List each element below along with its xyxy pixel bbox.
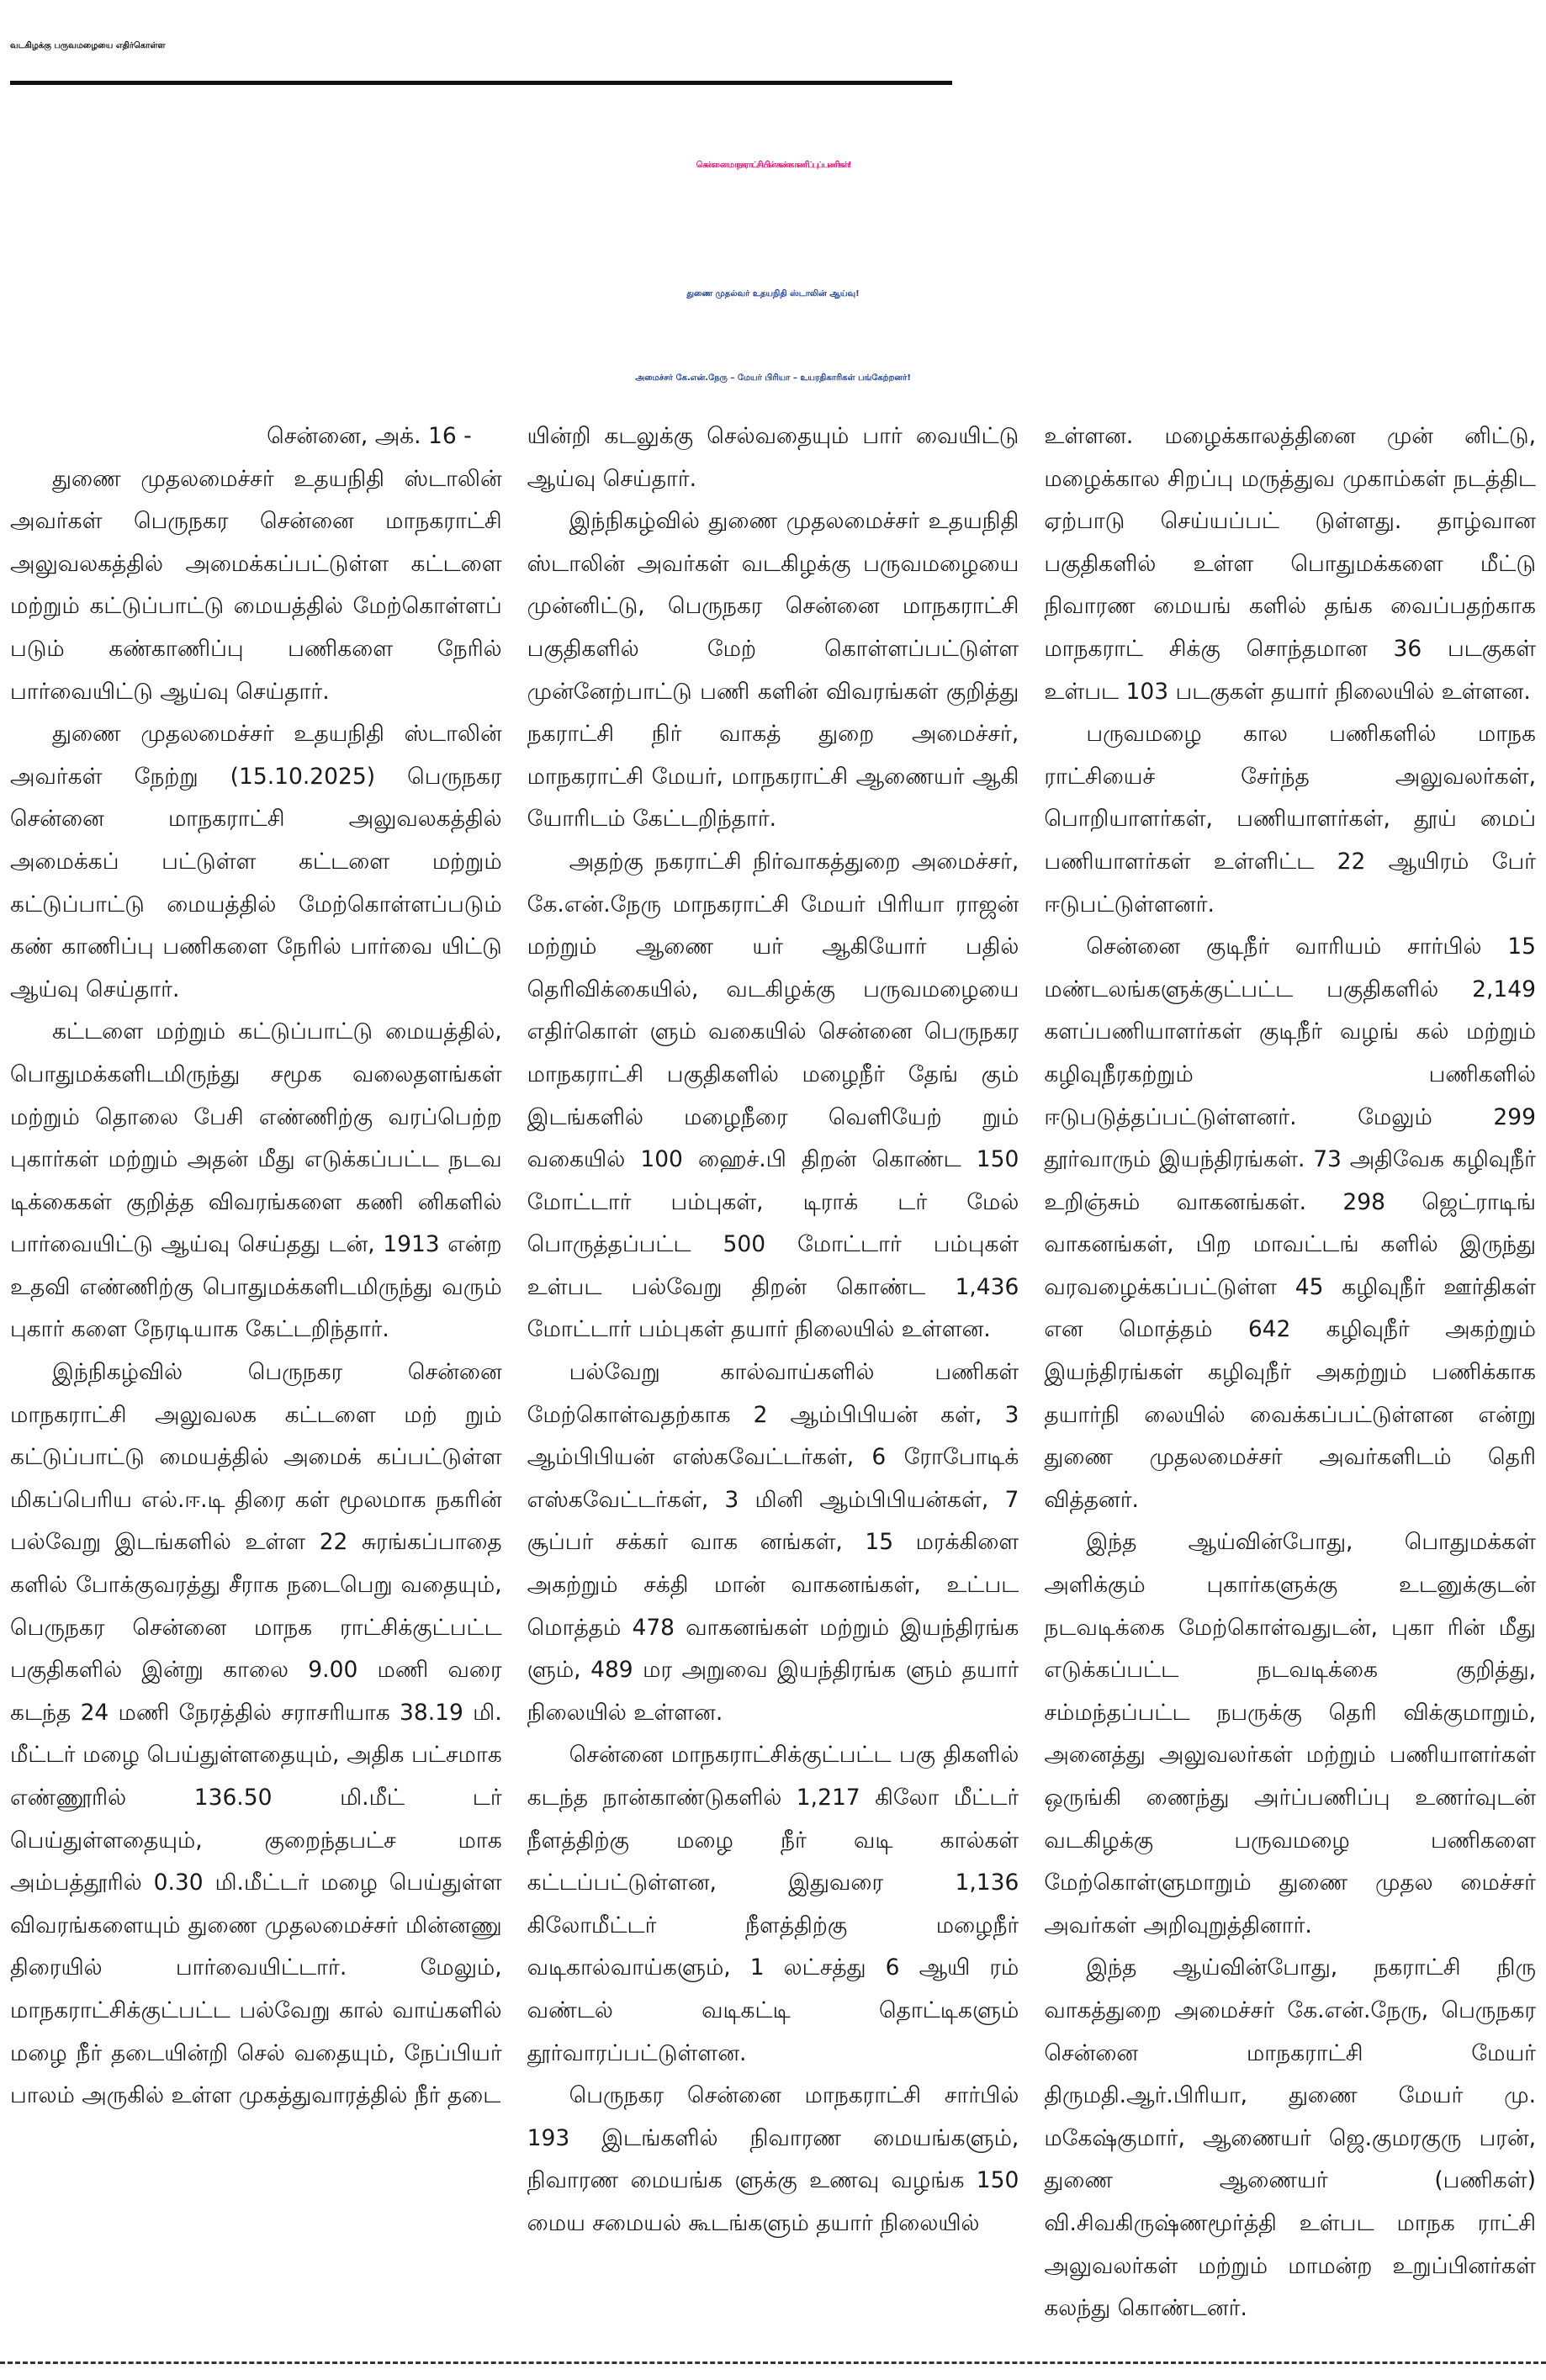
paragraph: இந்த ஆய்வின்போது, நகராட்சி நிரு வாகத்துறை அமைச்சர் கே.என்.நேரு, பெருநகர சென்னை மாநகராட்சி மேயர் திருமதி.ஆர்.பிரியா, துணை மேயர் மு. மகேஷ்குமார், ஆணையர் ஜெ.குமரகுரு பரன், துணை ஆணையர் (பணிகள்) வி.சிவகிருஷ்ணமூர்த்தி உள்பட மாநக ராட்சி அலுவலர்கள் மற்றும் மாமன்ற உறுப்பினர்கள் கலந்து கொண்டனர். [1044,1954,1537,2322]
subheadline-2: அமைச்சர் கே.என்.நேரு – மேயர் பிரியா – உயரதிகாரிகள் பங்கேற்றனர்! [635,373,911,383]
dateline: சென்னை, அக். 16 - [267,423,472,449]
paragraph: சென்னை குடிநீர் வாரியம் சார்பில் 15 மண்டலங்களுக்குட்பட்ட பகுதிகளில் 2,149 களப்பணியாளர்கள் குடிநீர் வழங் கல் மற்றும் கழிவுநீரகற்றும் பணிகளில் ஈடுபடுத்தப்பட்டுள்ளனர். மேலும் 299 தூர்வாரும் இயந்திரங்கள். 73 அதிவேக கழிவுநீர் உறிஞ்சும் வாகனங்கள். 298 ஜெட்ராடிங் வாகனங்கள், பிற மாவட்டங் களில் இருந்து வரவழைக்கப்பட்டுள்ள 45 கழிவுநீர் ஊர்திகள் என மொத்தம் 642 கழிவுநீர் அகற்றும் இயந்திரங்கள் கழிவுநீர் அகற்றும் பணிக்காக தயார்நி லையில் வைக்கப்பட்டுள்ளன என்று துணை முதலமைச்சர் அவர்களிடம் தெரி வித்தனர். [1044,933,1537,1513]
article-column-1 [10,415,502,2346]
paragraph: சென்னை மாநகராட்சிக்குட்பட்ட பகு திகளில் கடந்த நான்காண்டுகளில் 1,217 கிலோ மீட்டர் நீளத்திற்கு மழை நீர் வடி கால்கள் கட்டப்பட்டுள்ளன, இதுவரை 1,136 கிலோமீட்டர் நீளத்திற்கு மழைநீர் வடிகால்வாய்களும், 1 லட்சத்து 6 ஆயி ரம் வண்டல் வடிகட்டி தொட்டிகளும் தூர்வாரப்பட்டுள்ளன. [527,1742,1019,2066]
paragraph: இந்நிகழ்வில் பெருநகர சென்னை மாநகராட்சி அலுவலக கட்டளை மற் றும் கட்டுப்பாட்டு மையத்தில் அமைக் கப்பட்டுள்ள மிகப்பெரிய எல்.ஈ.டி திரை கள் மூலமாக நகரின் பல்வேறு இடங்களில் உள்ள 22 சுரங்கப்பாதை களில் போக்குவரத்து சீராக நடைபெறு வதையும், பெருநகர சென்னை மாநக ராட்சிக்குட்பட்ட பகுதிகளில் இன்று காலை 9.00 மணி வரை கடந்த 24 மணி நேரத்தில் சராசரியாக 38.19 மி. மீட்டர் மழை பெய்துள்ளதையும், அதிக பட்சமாக எண்ணூரில் 136.50 மி.மீட் டர் பெய்துள்ளதையும், குறைந்தபட்ச மாக அம்பத்தூரில் 0.30 மி.மீட்டர் மழை பெய்துள்ள விவரங்களையும் துணை முதலமைச்சர் மின்னணு திரையில் பார்வையிட்டார். மேலும், மாநகராட்சிக்குட்பட்ட பல்வேறு கால் வாய்களில் மழை நீர் தடையின்றி செல் வதையும், நேப்பியர் பாலம் அருகில் உள்ள முகத்துவாரத்தில் நீர் தடை [10,1359,502,2109]
paragraph: கட்டளை மற்றும் கட்டுப்பாட்டு மையத்தில், பொதுமக்களிடமிருந்து சமூக வலைதளங்கள் மற்றும் தொலை பேசி எண்ணிற்கு வரப்பெற்ற புகார்கள் மற்றும் அதன் மீது எடுக்கப்பட்ட நடவ டிக்கைகள் குறித்த விவரங்களை கணி னிகளில் பார்வையிட்டு ஆய்வு செய்தது டன், 1913 என்ற உதவி எண்ணிற்கு பொதுமக்களிடமிருந்து வரும் புகார் களை நேரடியாக கேட்டறிந்தார். [10,1018,502,1343]
paragraph: பருவமழை கால பணிகளில் மாநக ராட்சியைச் சேர்ந்த அலுவலர்கள், பொறியாளர்கள், பணியாளர்கள், தூய் மைப் பணியாளர்கள் உள்ளிட்ட 22 ஆயிரம் பேர் ஈடுபட்டுள்ளனர். [1044,721,1537,918]
article-body [10,415,1536,2346]
headline: சென்னை மாநகராட்சியின் கண்காணிப்புப் பணிகள்! [696,161,850,170]
paragraph: யின்றி கடலுக்கு செல்வதையும் பார் வையிட்டு ஆய்வு செய்தார். [527,423,1019,492]
paragraph: துணை முதலமைச்சர் உதயநிதி ஸ்டாலின் அவர்கள் பெருநகர சென்னை மாநகராட்சி அலுவலகத்தில் அமைக்கப்பட்டுள்ள கட்டளை மற்றும் கட்டுப்பாட்டு மையத்தில் மேற்கொள்ளப் படும் கண்காணிப்பு பணிகளை நேரில் பார்வையிட்டு ஆய்வு செய்தார். [10,465,502,705]
article-column-3 [1044,415,1536,2346]
paragraph: துணை முதலமைச்சர் உதயநிதி ஸ்டாலின் அவர்கள் நேற்று (15.10.2025) பெருநகர சென்னை மாநகராட்சி அலுவலகத்தில் அமைக்கப் பட்டுள்ள கட்டளை மற்றும் கட்டுப்பாட்டு மையத்தில் மேற்கொள்ளப்படும் கண் காணிப்பு பணிகளை நேரில் பார்வை யிட்டு ஆய்வு செய்தார். [10,721,502,1002]
kicker: வடகிழக்கு பருவமழையை எதிர்கொள்ள [10,41,166,50]
paragraph: இந்நிகழ்வில் துணை முதலமைச்சர் உதயநிதி ஸ்டாலின் அவர்கள் வடகிழக்கு பருவமழையை முன்னிட்டு, பெருநகர சென்னை மாநகராட்சி பகுதிகளில் மேற் கொள்ளப்பட்டுள்ள முன்னேற்பாட்டு பணி களின் விவரங்கள் குறித்து நகராட்சி நிர் வாகத் துறை அமைச்சர், மாநகராட்சி மேயர், மாநகராட்சி ஆணையர் ஆகி யோரிடம் கேட்டறிந்தார். [527,508,1019,833]
paragraph: உள்ளன. மழைக்காலத்தினை முன் னிட்டு, மழைக்கால சிறப்பு மருத்துவ முகாம்கள் நடத்திட ஏற்பாடு செய்யப்பட் டுள்ளது. தாழ்வான பகுதிகளில் உள்ள பொதுமக்களை மீட்டு நிவாரண மையங் களில் தங்க வைப்பதற்காக மாநகராட் சிக்கு சொந்தமான 36 படகுகள் உள்பட 103 படகுகள் தயார் நிலையில் உள்ளன. [1044,423,1537,705]
subheadline-1: துணை முதல்வர் உதயநிதி ஸ்டாலின் ஆய்வு! [686,289,860,299]
kicker-block [10,12,952,85]
bottom-dashed-rule [0,2361,1546,2364]
paragraph: இந்த ஆய்வின்போது, பொதுமக்கள் அளிக்கும் புகார்களுக்கு உடனுக்குடன் நடவடிக்கை மேற்கொள்வதுடன், புகா ரின் மீது எடுக்கப்பட்ட நடவடிக்கை குறித்து, சம்மந்தப்பட்ட நபருக்கு தெரி விக்குமாறும், அனைத்து அலுவலர்கள் மற்றும் பணியாளர்கள் ஒருங்கி ணைந்து அர்ப்பணிப்பு உணர்வுடன் வடகிழக்கு பருவமழை பணிகளை மேற்கொள்ளுமாறும் துணை முதல மைச்சர் அவர்கள் அறிவுறுத்தினார். [1044,1529,1537,1938]
paragraph: பல்வேறு கால்வாய்களில் பணிகள் மேற்கொள்வதற்காக 2 ஆம்பிபியன் கள், 3 ஆம்பிபியன் எஸ்கவேட்டர்கள், 6 ரோபோடிக் எஸ்கவேட்டர்கள், 3 மினி ஆம்பிபியன்கள், 7 சூப்பர் சக்கர் வாக னங்கள், 15 மரக்கிளை அகற்றும் சக்தி மான் வாகனங்கள், உட்பட மொத்தம் 478 வாகனங்கள் மற்றும் இயந்திரங்க ளும், 489 மர அறுவை இயந்திரங்க ளும் தயார் நிலையில் உள்ளன. [527,1359,1019,1726]
article-column-2 [527,415,1019,2346]
paragraph: அதற்கு நகராட்சி நிர்வாகத்துறை அமைச்சர், கே.என்.நேரு மாநகராட்சி மேயர் பிரியா ராஜன் மற்றும் ஆணை யர் ஆகியோர் பதில் தெரிவிக்கையில், வடகிழக்கு பருவமழையை எதிர்கொள் ளும் வகையில் சென்னை பெருநகர மாநகராட்சி பகுதிகளில் மழைநீர் தேங் கும் இடங்களில் மழைநீரை வெளியேற் றும் வகையில் 100 ஹைச்.பி திறன் கொண்ட 150 மோட்டார் பம்புகள், டிராக் டர் மேல் பொருத்தப்பட்ட 500 மோட்டார் பம்புகள் உள்பட பல்வேறு திறன் கொண்ட 1,436 மோட்டார் பம்புகள் தயார் நிலையில் உள்ளன. [527,848,1019,1343]
paragraph: பெருநகர சென்னை மாநகராட்சி சார்பில் 193 இடங்களில் நிவாரண மையங்களும், நிவாரண மையங்க ளுக்கு உணவு வழங்க 150 மைய சமையல் கூடங்களும் தயார் நிலையில் [527,2082,1019,2236]
